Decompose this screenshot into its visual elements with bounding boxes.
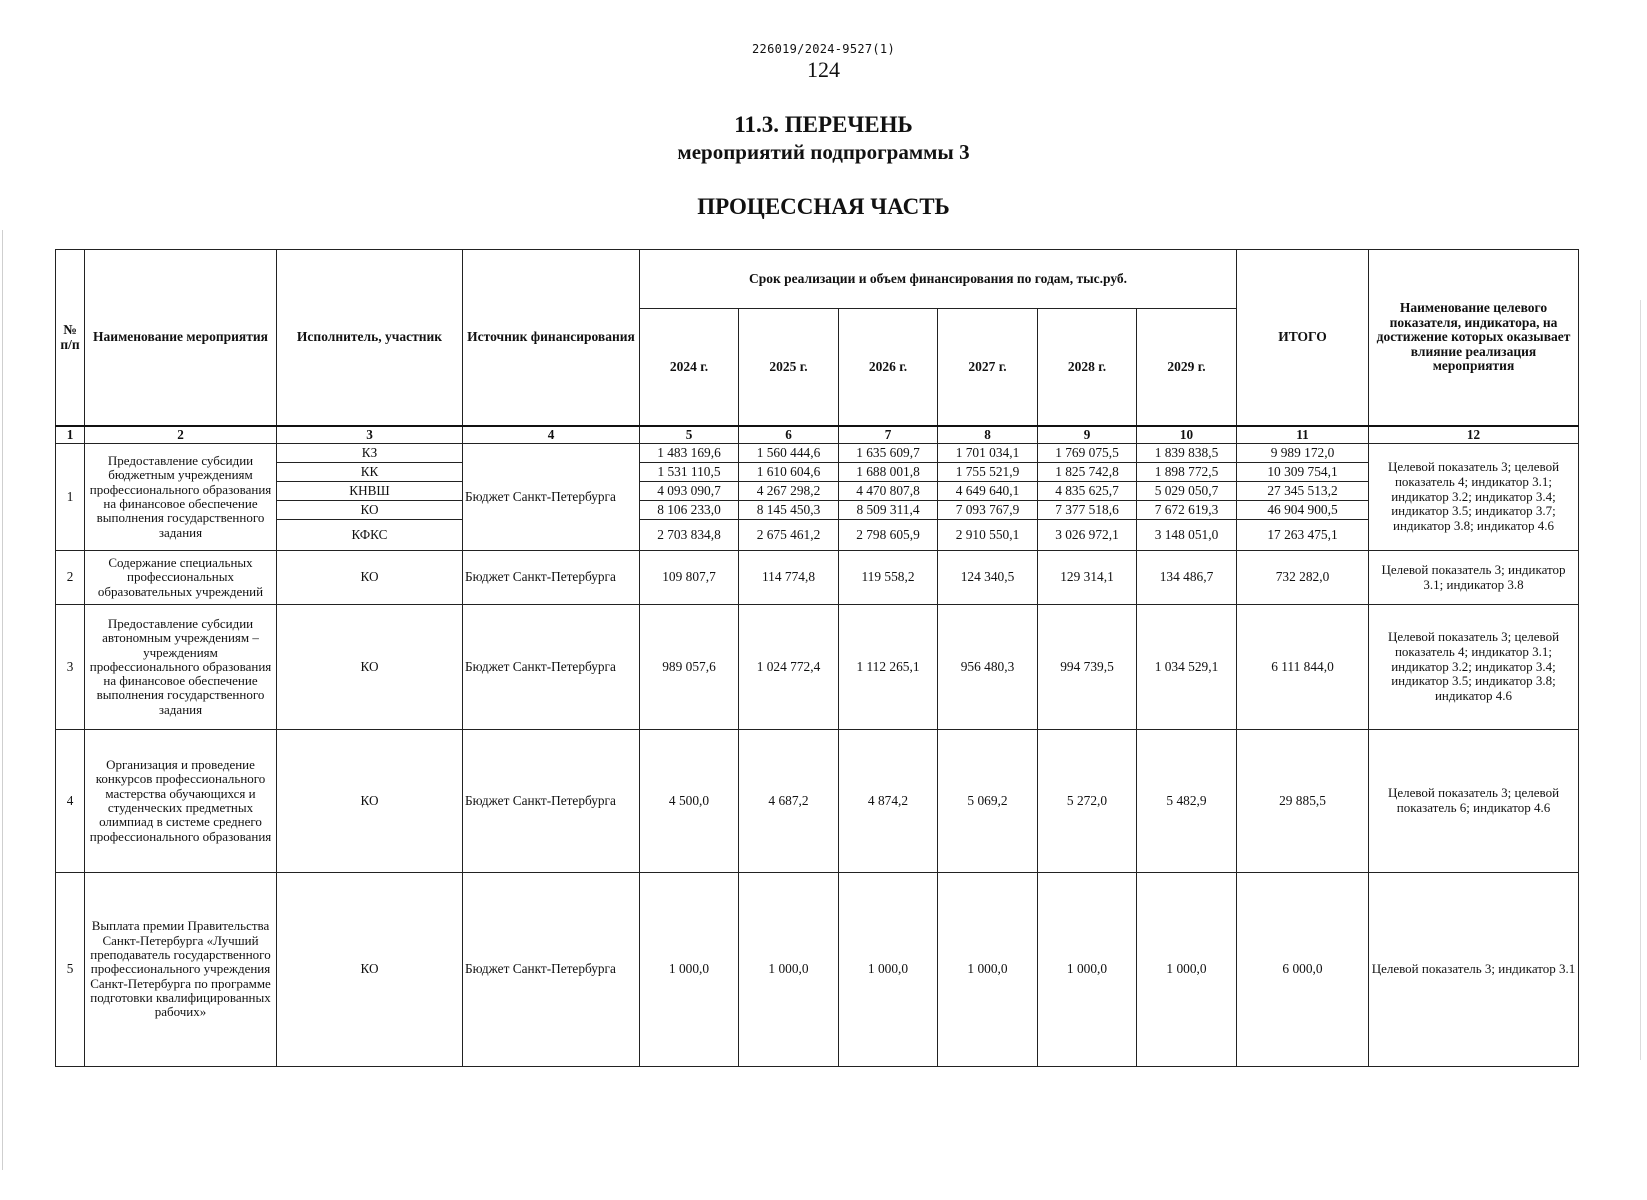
value-cell: 5 482,9	[1137, 730, 1237, 873]
document-id: 226019/2024-9527(1)	[752, 42, 895, 56]
value-cell: 2 675 461,2	[739, 520, 839, 551]
scan-edge-right	[1640, 300, 1641, 1060]
executor: КНВШ	[277, 482, 463, 501]
indicator-cell: Целевой показатель 3; целевой показатель 4; индикатор 3.1; индикатор 3.2; индикатор 3.4; индикатор 3.5; индикатор 3.7; индикатор 3.8; индикатор 4.6	[1369, 444, 1579, 551]
total-cell: 46 904 900,5	[1237, 501, 1369, 520]
value-cell: 114 774,8	[739, 551, 839, 605]
value-cell: 956 480,3	[938, 605, 1038, 730]
table-row	[56, 444, 1579, 463]
measure-name: Содержание специальных профессиональных образовательных учреждений	[85, 551, 277, 605]
value-cell: 1 688 001,8	[839, 463, 938, 482]
value-cell: 2 798 605,9	[839, 520, 938, 551]
row-num: 5	[56, 873, 85, 1067]
value-cell: 2 703 834,8	[640, 520, 739, 551]
value-cell: 1 000,0	[739, 873, 839, 1067]
measure-name: Предоставление субсидии бюджетным учреждениям профессионального образования на финансовое обеспечение выполнения государственного задания	[85, 444, 277, 551]
executor: КО	[277, 873, 463, 1067]
header-year: 2027 г.	[938, 309, 1038, 427]
indicator-cell: Целевой показатель 3; целевой показатель 4; индикатор 3.1; индикатор 3.2; индикатор 3.4; индикатор 3.5; индикатор 3.8; индикатор 4.6	[1369, 605, 1579, 730]
total-cell: 29 885,5	[1237, 730, 1369, 873]
header-source: Источник финансирования	[463, 250, 640, 427]
table-row	[56, 482, 1579, 501]
value-cell: 1 000,0	[938, 873, 1038, 1067]
funding-source: Бюджет Санкт-Петербурга	[463, 551, 640, 605]
value-cell: 4 093 090,7	[640, 482, 739, 501]
header-year: 2025 г.	[739, 309, 839, 427]
value-cell: 1 000,0	[839, 873, 938, 1067]
value-cell: 4 687,2	[739, 730, 839, 873]
value-cell: 1 531 110,5	[640, 463, 739, 482]
value-cell: 1 755 521,9	[938, 463, 1038, 482]
column-number: 6	[739, 426, 839, 444]
column-number: 1	[56, 426, 85, 444]
column-number: 2	[85, 426, 277, 444]
section-subtitle: мероприятий подпрограммы 3	[677, 140, 970, 164]
header-year: 2026 г.	[839, 309, 938, 427]
value-cell: 1 560 444,6	[739, 444, 839, 463]
value-cell: 109 807,7	[640, 551, 739, 605]
value-cell: 1 825 742,8	[1038, 463, 1137, 482]
value-cell: 8 106 233,0	[640, 501, 739, 520]
indicator-cell: Целевой показатель 3; целевой показатель 6; индикатор 4.6	[1369, 730, 1579, 873]
funding-source: Бюджет Санкт-Петербурга	[463, 873, 640, 1067]
value-cell: 7 377 518,6	[1038, 501, 1137, 520]
value-cell: 5 069,2	[938, 730, 1038, 873]
value-cell: 989 057,6	[640, 605, 739, 730]
value-cell: 4 649 640,1	[938, 482, 1038, 501]
row-num: 4	[56, 730, 85, 873]
value-cell: 3 026 972,1	[1038, 520, 1137, 551]
total-cell: 732 282,0	[1237, 551, 1369, 605]
total-cell: 9 989 172,0	[1237, 444, 1369, 463]
total-cell: 10 309 754,1	[1237, 463, 1369, 482]
header-num: № п/п	[56, 250, 85, 427]
header-name: Наименование мероприятия	[85, 250, 277, 427]
executor: КО	[277, 605, 463, 730]
column-number-row	[56, 426, 1579, 444]
value-cell: 1 898 772,5	[1137, 463, 1237, 482]
executor: КФКС	[277, 520, 463, 551]
value-cell: 1 769 075,5	[1038, 444, 1137, 463]
total-cell: 6 000,0	[1237, 873, 1369, 1067]
value-cell: 3 148 051,0	[1137, 520, 1237, 551]
header-year: 2028 г.	[1038, 309, 1137, 427]
value-cell: 1 000,0	[640, 873, 739, 1067]
header-year: 2024 г.	[640, 309, 739, 427]
row-num: 2	[56, 551, 85, 605]
value-cell: 8 509 311,4	[839, 501, 938, 520]
funding-source: Бюджет Санкт-Петербурга	[463, 730, 640, 873]
row-num: 1	[56, 444, 85, 551]
page-number: 124	[807, 57, 840, 82]
table-row	[56, 463, 1579, 482]
value-cell: 4 500,0	[640, 730, 739, 873]
measure-name: Организация и проведение конкурсов профессионального мастерства обучающихся и студенческих предметных олимпиад в системе среднего профессионального образования	[85, 730, 277, 873]
column-number: 4	[463, 426, 640, 444]
table-row	[56, 730, 1579, 873]
column-number: 5	[640, 426, 739, 444]
value-cell: 124 340,5	[938, 551, 1038, 605]
executor: КК	[277, 463, 463, 482]
executor: КО	[277, 730, 463, 873]
column-number: 11	[1237, 426, 1369, 444]
value-cell: 4 470 807,8	[839, 482, 938, 501]
header-indicator: Наименование целевого показателя, индикатора, на достижение которых оказывает влияние реализация мероприятия	[1369, 250, 1579, 427]
value-cell: 4 874,2	[839, 730, 938, 873]
header-year: 2029 г.	[1137, 309, 1237, 427]
table-row	[56, 520, 1579, 551]
value-cell: 134 486,7	[1137, 551, 1237, 605]
table-row	[56, 873, 1579, 1067]
value-cell: 5 272,0	[1038, 730, 1137, 873]
total-cell: 17 263 475,1	[1237, 520, 1369, 551]
value-cell: 1 034 529,1	[1137, 605, 1237, 730]
value-cell: 8 145 450,3	[739, 501, 839, 520]
value-cell: 4 835 625,7	[1038, 482, 1137, 501]
row-num: 3	[56, 605, 85, 730]
scan-edge-left	[2, 230, 3, 1170]
column-number: 7	[839, 426, 938, 444]
value-cell: 1 000,0	[1038, 873, 1137, 1067]
table-row	[56, 501, 1579, 520]
column-number: 12	[1369, 426, 1579, 444]
table-row	[56, 551, 1579, 605]
value-cell: 119 558,2	[839, 551, 938, 605]
header-period: Срок реализации и объем финансирования по годам, тыс.руб.	[640, 250, 1237, 309]
funding-source: Бюджет Санкт-Петербурга	[463, 605, 640, 730]
total-cell: 27 345 513,2	[1237, 482, 1369, 501]
value-cell: 7 672 619,3	[1137, 501, 1237, 520]
measure-name: Предоставление субсидии автономным учреждениям – учреждениям профессионального образования на финансовое обеспечение выполнения государственного задания	[85, 605, 277, 730]
header-executor: Исполнитель, участник	[277, 250, 463, 427]
header-total: ИТОГО	[1237, 250, 1369, 427]
value-cell: 4 267 298,2	[739, 482, 839, 501]
column-number: 9	[1038, 426, 1137, 444]
executor: КЗ	[277, 444, 463, 463]
value-cell: 1 024 772,4	[739, 605, 839, 730]
measure-name: Выплата премии Правительства Санкт-Петербурга «Лучший преподаватель государственного профессионального учреждения Санкт-Петербурга по программе подготовки квалифицированных рабочих»	[85, 873, 277, 1067]
indicator-cell: Целевой показатель 3; индикатор 3.1; индикатор 3.8	[1369, 551, 1579, 605]
value-cell: 1 610 604,6	[739, 463, 839, 482]
section-title: 11.3. ПЕРЕЧЕНЬ	[734, 112, 913, 137]
column-number: 3	[277, 426, 463, 444]
value-cell: 1 635 609,7	[839, 444, 938, 463]
value-cell: 1 483 169,6	[640, 444, 739, 463]
column-number: 10	[1137, 426, 1237, 444]
total-cell: 6 111 844,0	[1237, 605, 1369, 730]
table-row	[56, 605, 1579, 730]
value-cell: 1 701 034,1	[938, 444, 1038, 463]
part-title: ПРОЦЕССНАЯ ЧАСТЬ	[697, 194, 950, 219]
value-cell: 1 112 265,1	[839, 605, 938, 730]
measures-table	[55, 249, 1579, 1067]
funding-source: Бюджет Санкт-Петербурга	[463, 444, 640, 551]
value-cell: 5 029 050,7	[1137, 482, 1237, 501]
value-cell: 994 739,5	[1038, 605, 1137, 730]
value-cell: 1 839 838,5	[1137, 444, 1237, 463]
executor: КО	[277, 501, 463, 520]
column-number: 8	[938, 426, 1038, 444]
indicator-cell: Целевой показатель 3; индикатор 3.1	[1369, 873, 1579, 1067]
value-cell: 129 314,1	[1038, 551, 1137, 605]
value-cell: 2 910 550,1	[938, 520, 1038, 551]
executor: КО	[277, 551, 463, 605]
value-cell: 7 093 767,9	[938, 501, 1038, 520]
value-cell: 1 000,0	[1137, 873, 1237, 1067]
